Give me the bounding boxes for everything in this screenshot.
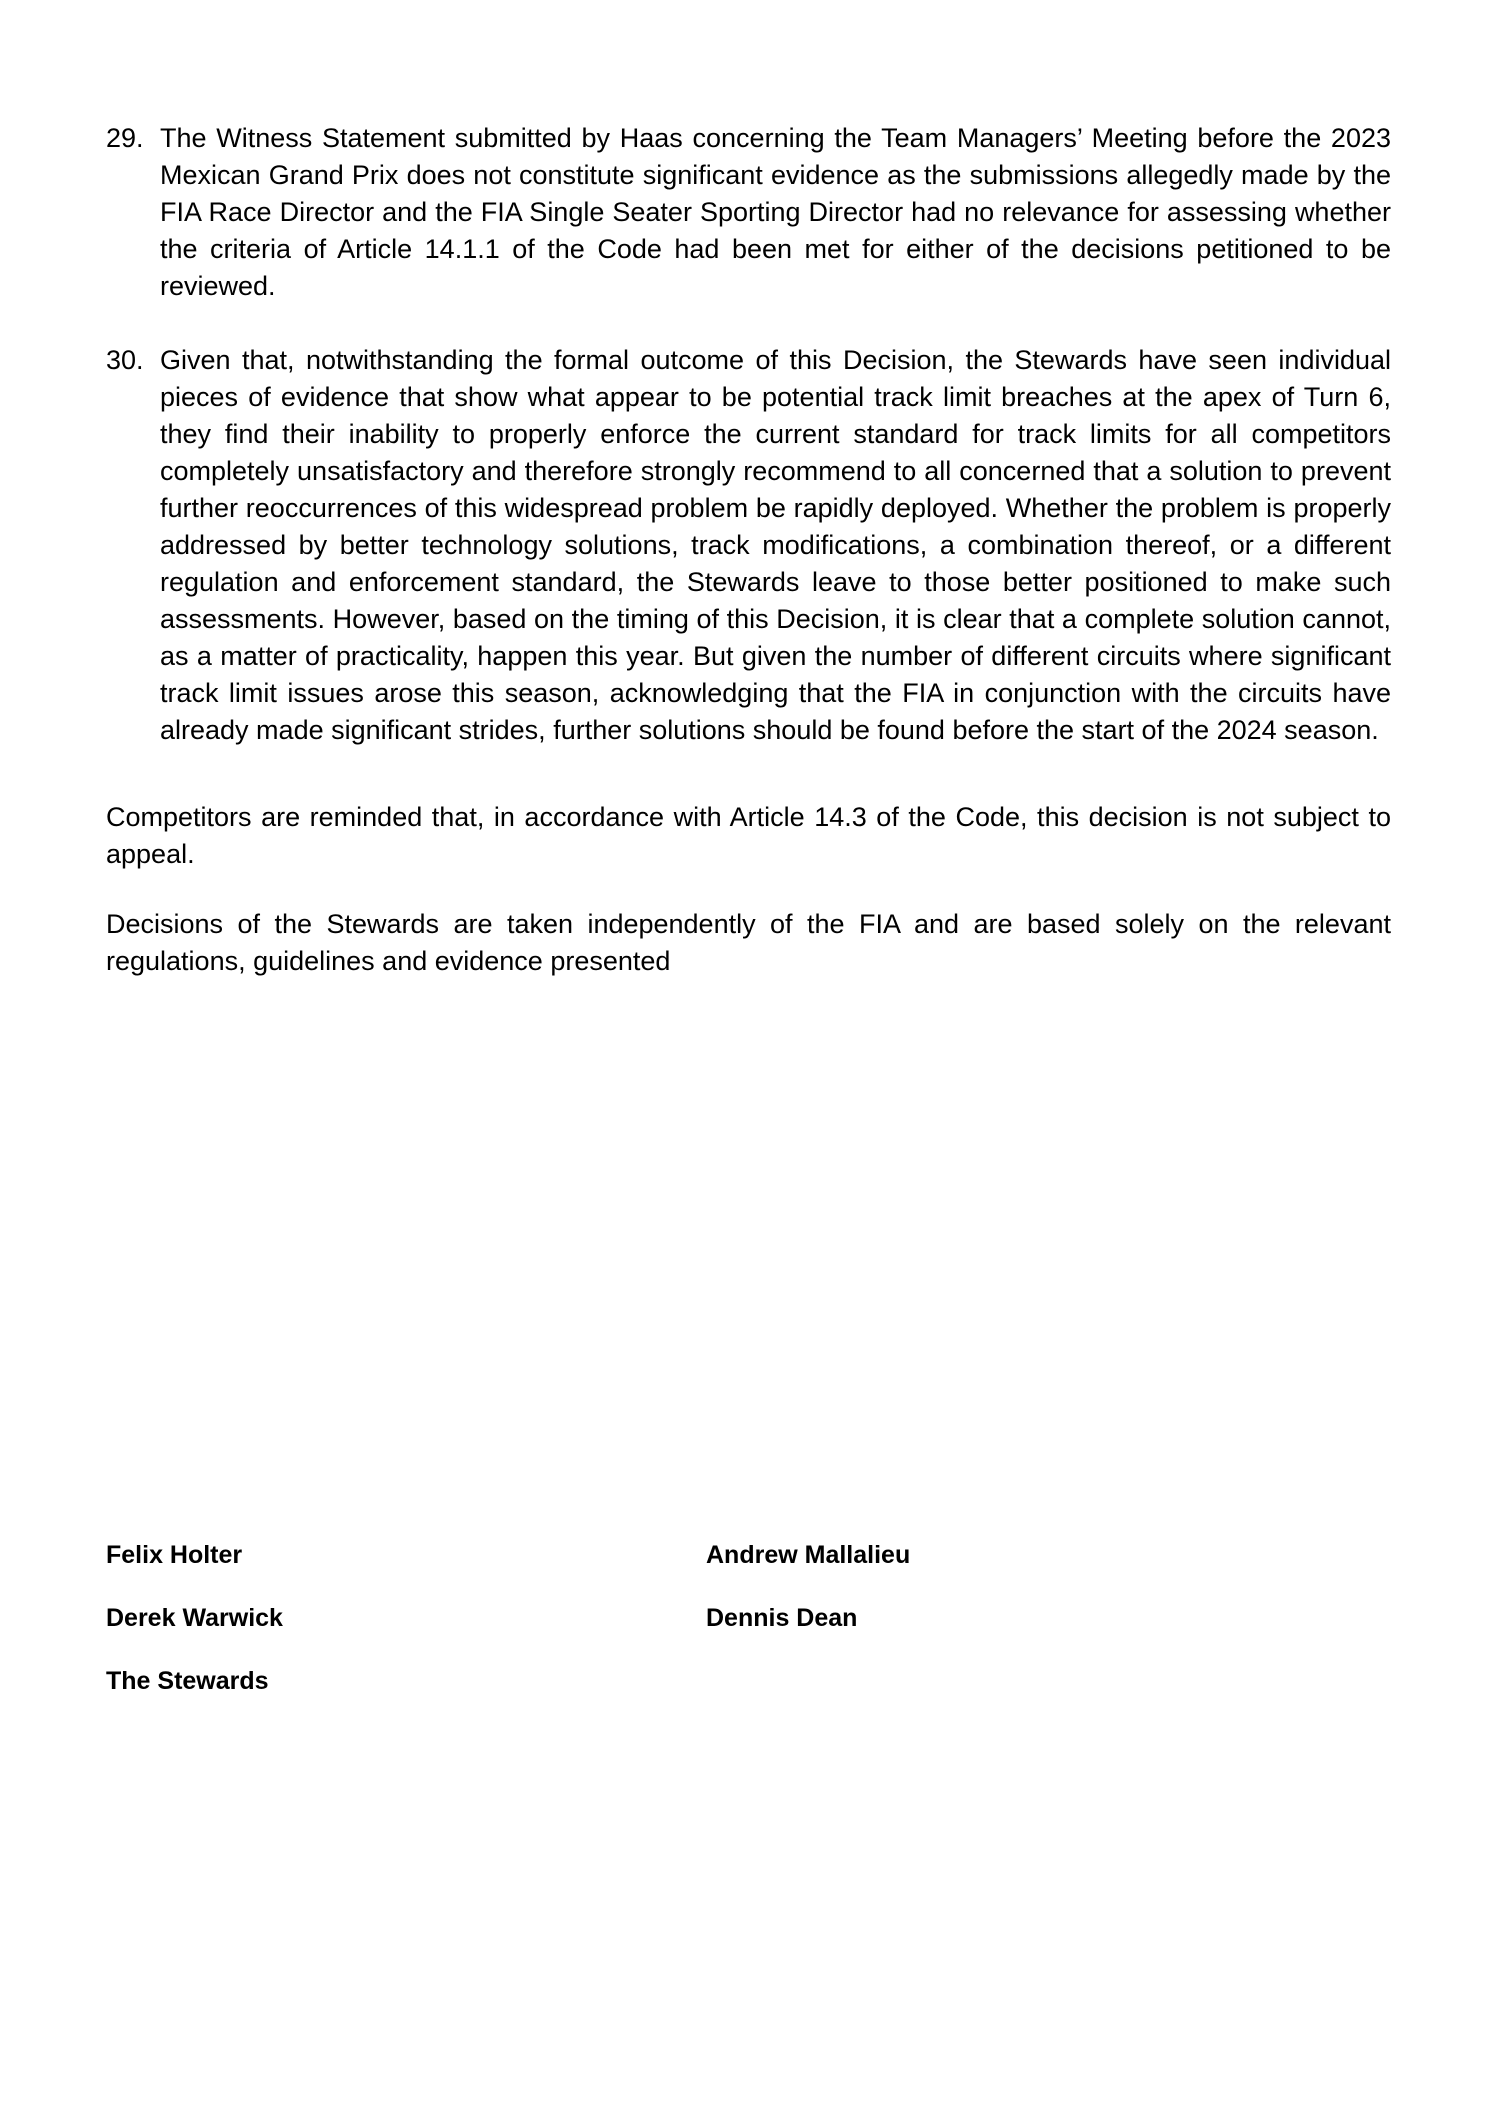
- paragraph-number: 30.: [106, 345, 144, 375]
- the-stewards-label: The Stewards: [106, 1667, 269, 1695]
- appeal-reminder-paragraph: Competitors are reminded that, in accordance with Article 14.3 of the Code, this decision is not subject to appeal.: [106, 802, 1391, 869]
- paragraph-text: Given that, notwithstanding the formal outcome of this Decision, the Stewards have seen individual pieces of evidence that show what appear to be potential track limit breaches at the apex of Turn 6, they find their inability to properly enforce the current standard for track limits for all competitors completely unsatisfactory and therefore strongly recommend to all concerned that a solution to prevent further reoccurrences of this widespread problem be rapidly deployed. Whether the problem is properly addressed by better technology solutions, track modifications, a combination thereof, or a different regulation and enforcement standard, the Stewards leave to those better positioned to make such assessments. However, based on the timing of this Decision, it is clear that a complete solution cannot, as a matter of practicality, happen this year. But given the number of different circuits where significant track limit issues arose this season, acknowledging that the FIA in conjunction with the circuits have already made significant strides, further solutions should be found before the start of the 2024 season.: [160, 345, 1391, 745]
- signatory-dennis-dean: Dennis Dean: [706, 1604, 858, 1632]
- paragraph-number: 29.: [106, 123, 144, 153]
- paragraph-text: The Witness Statement submitted by Haas concerning the Team Managers’ Meeting before the 2023 Mexican Grand Prix does not constitute significant evidence as the submissions allegedly made by the FIA Race Director and the FIA Single Seater Sporting Director had no relevance for assessing whether the criteria of Article 14.1.1 of the Code had been met for either of the decisions petitioned to be reviewed.: [160, 123, 1391, 301]
- signatory-felix-holter: Felix Holter: [106, 1541, 243, 1569]
- signature-row: [106, 1541, 1391, 1604]
- signature-row: [106, 1604, 1391, 1667]
- signature-footer: [106, 1667, 1391, 1730]
- independence-paragraph: Decisions of the Stewards are taken independently of the FIA and are based solely on the relevant regulations, guidelines and evidence presented: [106, 909, 1391, 976]
- numbered-paragraph-30: [106, 342, 1391, 749]
- signatory-andrew-mallalieu: Andrew Mallalieu: [706, 1541, 911, 1569]
- signatory-derek-warwick: Derek Warwick: [106, 1604, 283, 1632]
- document-body: [106, 120, 1391, 980]
- numbered-paragraph-29: [106, 120, 1391, 305]
- signature-block: [106, 1541, 1391, 1730]
